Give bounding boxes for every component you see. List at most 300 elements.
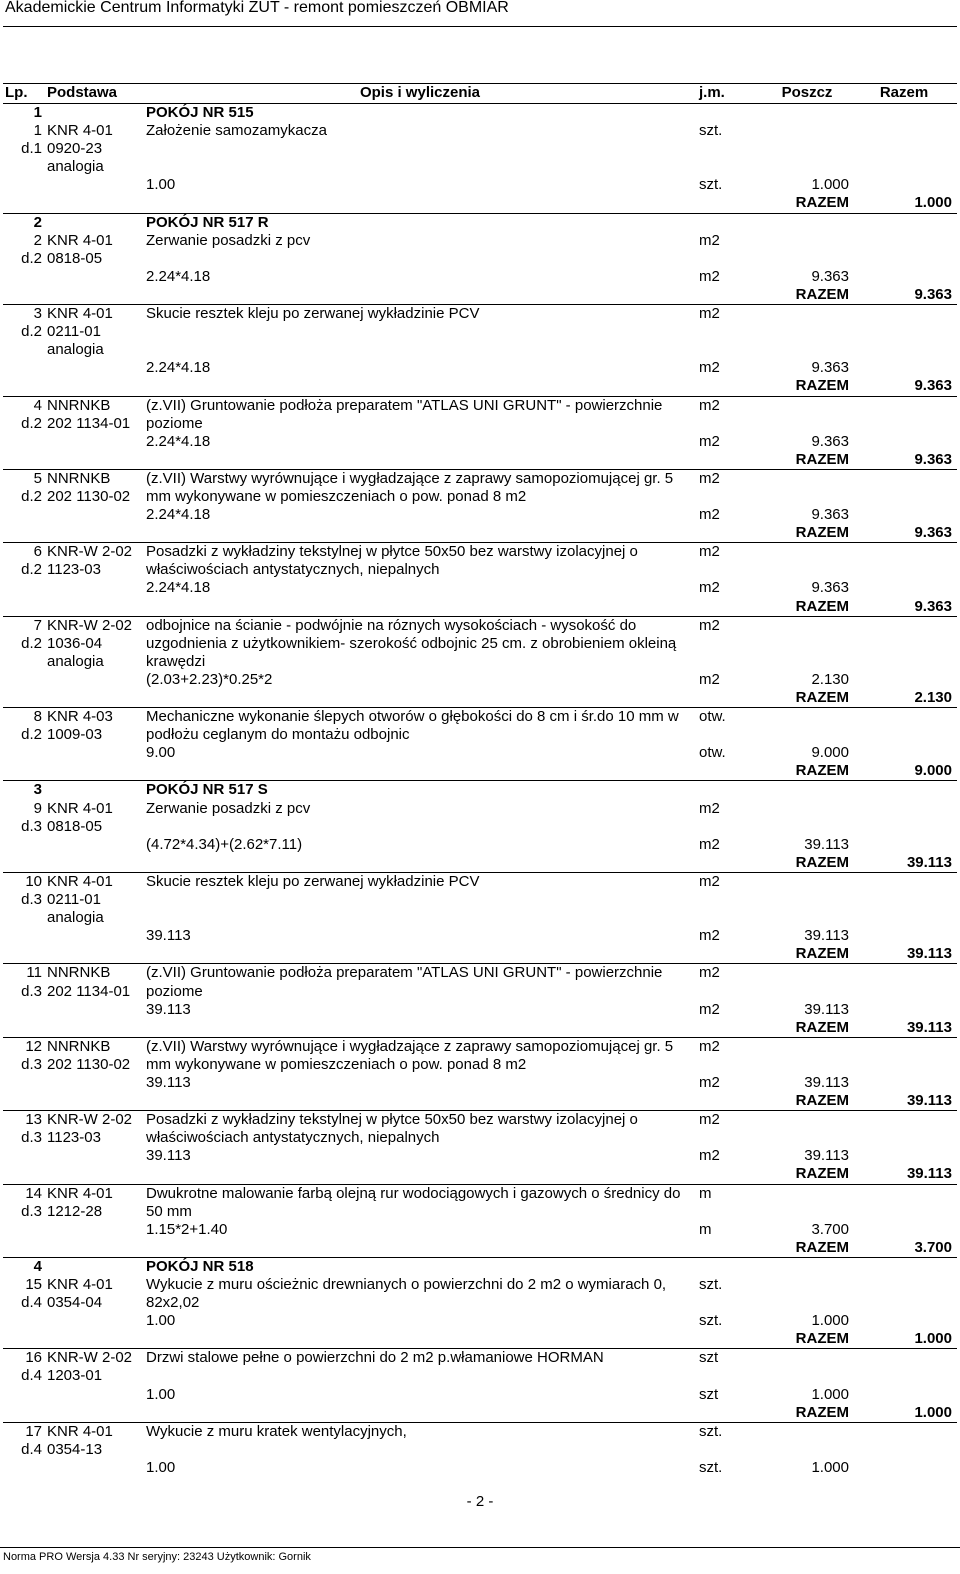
calculation-unit: m2: [699, 432, 720, 450]
position-row: [3, 708, 957, 727]
position-spacer: [852, 927, 957, 945]
position-basis: KNR 4-01: [47, 799, 113, 817]
total-value: 3.700: [852, 1239, 957, 1258]
position-description: Mechaniczne wykonanie ślepych otworów o głębokości do 8 cm i śr.do 10 mm w podłożu ceglanym do montażu odbojnic: [146, 708, 679, 744]
total-label: RAZEM: [763, 689, 852, 708]
position-division: d.2: [21, 634, 42, 652]
position-spacer: [3, 598, 763, 617]
position-number: 12: [25, 1037, 42, 1055]
calculation-value: 9.000: [811, 744, 849, 762]
section-spacer: [45, 213, 144, 232]
calculation-unit: m2: [699, 359, 720, 377]
position-spacer: [763, 158, 852, 176]
position-row: [3, 396, 957, 415]
calculation-expression: 1.15*2+1.40: [146, 1220, 228, 1238]
position-unit: m2: [699, 1037, 720, 1055]
calculation-row: [3, 433, 957, 451]
position-number: 4: [33, 396, 42, 414]
position-basis: KNR 4-01: [47, 305, 113, 323]
position-spacer: [3, 433, 45, 451]
position-spacer: [3, 506, 45, 524]
section-row: [3, 104, 957, 123]
calculation-value: 1.000: [811, 1385, 849, 1403]
calculation-expression: 2.24*4.18: [146, 506, 211, 524]
total-row: [3, 762, 957, 781]
position-spacer: [763, 818, 852, 836]
total-row: [3, 689, 957, 708]
position-spacer: [697, 726, 763, 744]
total-value: 9.363: [852, 286, 957, 305]
total-row: [3, 1092, 957, 1111]
position-basis: KNR 4-01: [47, 1184, 113, 1202]
position-description: (z.VII) Gruntowanie podłoża preparatem "ATLAS UNI GRUNT" - powierzchnie poziome: [146, 396, 663, 432]
position-spacer: [852, 744, 957, 762]
position-division: d.2: [21, 487, 42, 505]
position-number: 16: [25, 1349, 42, 1367]
position-spacer: [763, 616, 852, 635]
position-description: (z.VII) Gruntowanie podłoża preparatem "ATLAS UNI GRUNT" - powierzchnie poziome: [146, 964, 663, 1000]
position-spacer: [3, 359, 45, 377]
position-spacer: [3, 1074, 45, 1092]
calculation-value: 9.363: [811, 506, 849, 524]
total-row: [3, 377, 957, 396]
position-spacer: [3, 653, 45, 671]
position-division: d.3: [21, 1129, 42, 1147]
position-spacer: [763, 1037, 852, 1056]
total-label: RAZEM: [763, 1092, 852, 1111]
total-label: RAZEM: [763, 854, 852, 873]
position-spacer: [697, 158, 763, 176]
total-value: 1.000: [852, 1404, 957, 1423]
position-spacer: [763, 983, 852, 1001]
position-basis: 1123-03: [47, 561, 101, 579]
total-row: [3, 1330, 957, 1349]
section-number: 4: [33, 1257, 42, 1275]
calculation-unit: m2: [699, 1000, 720, 1018]
section-title: POKÓJ NR 515: [144, 104, 957, 123]
total-value: 39.113: [852, 945, 957, 964]
position-spacer: [763, 250, 852, 268]
section-number: 3: [33, 781, 42, 799]
position-spacer: [3, 762, 763, 781]
section-spacer: [45, 1257, 144, 1276]
calculation-value: 39.113: [804, 1000, 849, 1018]
position-spacer: [697, 1129, 763, 1147]
calculation-unit: szt.: [699, 1458, 723, 1476]
position-basis: 0818-05: [47, 817, 103, 835]
position-number: 17: [25, 1422, 42, 1440]
section-spacer: [45, 104, 144, 123]
position-spacer: [3, 1147, 45, 1165]
total-label: RAZEM: [763, 1239, 852, 1258]
position-unit: m2: [699, 616, 720, 634]
position-spacer: [852, 543, 957, 562]
position-spacer: [852, 872, 957, 891]
position-basis: 202 1130-02: [47, 487, 131, 505]
position-unit: szt.: [699, 1276, 723, 1293]
position-spacer: [763, 341, 852, 359]
section-title: POKÓJ NR 517 S: [146, 781, 268, 799]
total-row: [3, 1404, 957, 1423]
position-spacer: [3, 1165, 763, 1184]
position-description: Drzwi stalowe pełne o powierzchni do 2 m2 p.włamaniowe HORMAN: [146, 1349, 604, 1367]
position-spacer: [45, 433, 144, 451]
position-spacer: [852, 579, 957, 597]
position-spacer: [852, 140, 957, 158]
position-spacer: [45, 836, 144, 854]
position-spacer: [697, 561, 763, 579]
position-spacer: [45, 671, 144, 689]
calculation-value: 2.130: [811, 670, 849, 688]
position-spacer: [852, 616, 957, 635]
position-spacer: [852, 122, 957, 140]
calculation-row: [3, 671, 957, 689]
position-number: 10: [25, 872, 42, 890]
position-spacer: [45, 927, 144, 945]
total-label: RAZEM: [763, 524, 852, 543]
section-row: [3, 1257, 957, 1276]
position-spacer: [3, 286, 763, 305]
position-division: d.2: [21, 414, 42, 432]
position-spacer: [763, 396, 852, 415]
cost-table: [3, 83, 957, 1477]
position-spacer: [763, 1129, 852, 1147]
position-division: d.2: [21, 561, 42, 579]
position-spacer: [3, 744, 45, 762]
position-basis: 202 1134-01: [47, 982, 131, 1000]
section-row: [3, 213, 957, 232]
position-basis: KNR-W 2-02: [47, 1111, 133, 1129]
position-row: [3, 1184, 957, 1203]
total-label: RAZEM: [763, 598, 852, 617]
position-spacer: [3, 524, 763, 543]
position-spacer: [697, 415, 763, 433]
position-spacer: [852, 1037, 957, 1056]
calculation-unit: m2: [699, 927, 720, 945]
total-row: [3, 945, 957, 964]
calculation-expression: 2.24*4.18: [146, 432, 211, 450]
position-description: Zerwanie posadzki z pcv: [146, 799, 311, 817]
position-spacer: [3, 1386, 45, 1404]
position-unit: m2: [699, 231, 720, 249]
position-description: Posadzki z wykładziny tekstylnej w płytce 50x50 bez warstwy izolacyjnej o właściwościach antystatycznych, niepalnych: [146, 543, 638, 579]
position-spacer: [3, 1239, 763, 1258]
calculation-unit: m2: [699, 1147, 720, 1165]
position-description: odbojnice na ścianie - podwójnie na róznych wysokościach - wysokość do uzgodnienia z użytkownikiem- szerokość odbojnic 25 cm. z obrobieniem okleiną krawędzi: [146, 616, 677, 670]
col-header-podstawa: Podstawa: [45, 84, 144, 104]
position-spacer: [697, 341, 763, 359]
position-spacer: [763, 635, 852, 653]
position-spacer: [852, 1129, 957, 1147]
position-basis: 0354-04: [47, 1294, 103, 1312]
calculation-unit: m2: [699, 579, 720, 597]
position-number: 6: [33, 543, 42, 561]
position-row: [3, 469, 957, 488]
position-basis: 1203-01: [47, 1367, 103, 1385]
calculation-row: [3, 1147, 957, 1165]
position-basis: KNR 4-01: [47, 1422, 113, 1440]
calculation-value: 3.700: [811, 1220, 849, 1238]
position-basis: 0920-23: [47, 140, 103, 158]
total-row: [3, 286, 957, 305]
position-spacer: [852, 1294, 957, 1312]
calculation-unit: szt.: [699, 176, 723, 194]
position-spacer: [763, 872, 852, 891]
position-spacer: [763, 1184, 852, 1203]
position-spacer: [852, 635, 957, 653]
position-unit: m2: [699, 964, 720, 982]
total-row: [3, 598, 957, 617]
header-divider: [3, 26, 957, 27]
calculation-row: [3, 744, 957, 762]
position-number: 9: [33, 799, 42, 817]
position-number: 2: [33, 231, 42, 249]
position-spacer: [852, 1422, 957, 1441]
position-spacer: [45, 1221, 144, 1239]
position-spacer: [852, 1441, 957, 1459]
position-spacer: [3, 1001, 45, 1019]
position-number: 8: [33, 708, 42, 726]
position-basis: 0354-13: [47, 1440, 103, 1458]
position-spacer: [763, 909, 852, 927]
position-spacer: [852, 250, 957, 268]
position-spacer: [763, 653, 852, 671]
position-spacer: [697, 323, 763, 341]
position-spacer: [697, 250, 763, 268]
position-division: d.4: [21, 1294, 42, 1312]
total-row: [3, 1019, 957, 1038]
position-spacer: [697, 1203, 763, 1221]
position-division: d.1: [21, 140, 42, 158]
calculation-value: 1.000: [811, 1312, 849, 1330]
position-row: [3, 1422, 957, 1441]
calculation-row: [3, 176, 957, 194]
total-label: RAZEM: [763, 194, 852, 213]
footer-text: Norma PRO Wersja 4.33 Nr seryjny: 23243 Użytkownik: Gornik: [3, 1551, 311, 1563]
position-spacer: [697, 1441, 763, 1459]
position-description: Skucie resztek kleju po zerwanej wykładzinie PCV: [146, 305, 480, 323]
position-spacer: [3, 268, 45, 286]
calculation-unit: m2: [699, 1073, 720, 1091]
total-label: RAZEM: [763, 1404, 852, 1423]
position-description: Wykucie z muru kratek wentylacyjnych,: [146, 1422, 407, 1440]
position-basis: NNRNKB: [47, 396, 111, 414]
position-spacer: [3, 1459, 45, 1477]
position-spacer: [3, 451, 763, 470]
position-spacer: [763, 1349, 852, 1368]
position-basis: 0211-01: [47, 323, 101, 341]
position-spacer: [852, 415, 957, 433]
position-spacer: [3, 1019, 763, 1038]
position-row: [3, 305, 957, 324]
page-number: - 2 -: [466, 1493, 494, 1510]
position-spacer: [763, 488, 852, 506]
position-spacer: [852, 359, 957, 377]
position-spacer: [3, 854, 763, 873]
calculation-expression: 39.113: [146, 1073, 191, 1091]
position-spacer: [852, 671, 957, 689]
calculation-expression: 1.00: [146, 1385, 176, 1403]
position-spacer: [697, 140, 763, 158]
position-spacer: [763, 1276, 852, 1294]
position-spacer: [3, 836, 45, 854]
total-value: 1.000: [852, 194, 957, 213]
position-row: [3, 122, 957, 140]
position-basis: analogia: [47, 341, 104, 359]
calculation-unit: m: [699, 1220, 712, 1238]
calculation-row: [3, 579, 957, 597]
total-value: 2.130: [852, 689, 957, 708]
position-division: d.4: [21, 1367, 42, 1385]
position-spacer: [852, 800, 957, 818]
position-spacer: [3, 176, 45, 194]
position-basis: KNR-W 2-02: [47, 543, 133, 561]
total-value: 9.363: [852, 524, 957, 543]
position-basis: NNRNKB: [47, 469, 111, 487]
total-label: RAZEM: [763, 1165, 852, 1184]
position-basis: NNRNKB: [47, 964, 111, 982]
position-row: [3, 1037, 957, 1056]
position-row: [3, 964, 957, 983]
position-spacer: [852, 323, 957, 341]
position-basis: KNR-W 2-02: [47, 616, 133, 634]
position-division: d.3: [21, 891, 42, 909]
position-spacer: [763, 305, 852, 324]
position-spacer: [763, 232, 852, 250]
col-header-opis: Opis i wyliczenia: [144, 84, 697, 104]
total-value: 39.113: [852, 1092, 957, 1111]
position-spacer: [852, 1147, 957, 1165]
position-unit: szt: [699, 1349, 719, 1367]
position-row: [3, 872, 957, 891]
position-basis: NNRNKB: [47, 1037, 111, 1055]
position-basis: 1036-04: [47, 634, 103, 652]
section-number: 1: [3, 104, 45, 123]
col-header-poszcz: Poszcz: [763, 84, 852, 104]
position-spacer: [852, 158, 957, 176]
position-description: (z.VII) Warstwy wyrównujące i wygładzające z zaprawy samopoziomującej gr. 5 mm wykonywane w pomieszczeniach o pow. ponad 8 m2: [146, 1037, 674, 1073]
position-spacer: [763, 1441, 852, 1459]
position-spacer: [763, 726, 852, 744]
document-header-title: Akademickie Centrum Informatyki ZUT - remont pomieszczeń OBMIAR: [5, 0, 509, 16]
position-spacer: [852, 433, 957, 451]
position-unit: m2: [699, 799, 720, 817]
position-basis: KNR-W 2-02: [47, 1349, 133, 1367]
total-row: [3, 1165, 957, 1184]
position-unit: m2: [699, 305, 720, 323]
calculation-expression: 39.113: [146, 1000, 191, 1018]
position-spacer: [3, 341, 45, 359]
position-spacer: [45, 1147, 144, 1165]
position-spacer: [3, 1404, 763, 1423]
total-value: 39.113: [852, 1019, 957, 1038]
position-unit: m2: [699, 872, 720, 890]
calculation-value: 9.363: [811, 267, 849, 285]
position-spacer: [45, 506, 144, 524]
position-row: [3, 1349, 957, 1368]
total-row: [3, 451, 957, 470]
table-body: [3, 104, 957, 1478]
position-unit: szt.: [699, 122, 723, 140]
calculation-row: [3, 836, 957, 854]
calculation-value: 9.363: [811, 579, 849, 597]
calculation-expression: 2.24*4.18: [146, 579, 211, 597]
col-header-razem: Razem: [852, 84, 957, 104]
total-label: RAZEM: [763, 1330, 852, 1349]
total-label: RAZEM: [763, 286, 852, 305]
position-basis: 1009-03: [47, 726, 103, 744]
calculation-value: 9.363: [811, 359, 849, 377]
position-unit: m: [699, 1184, 712, 1202]
position-description: Skucie resztek kleju po zerwanej wykładzinie PCV: [146, 872, 480, 890]
position-spacer: [3, 1312, 45, 1330]
position-spacer: [852, 1074, 957, 1092]
position-spacer: [3, 579, 45, 597]
calculation-row: [3, 268, 957, 286]
total-label: RAZEM: [763, 762, 852, 781]
position-description: Zerwanie posadzki z pcv: [146, 231, 311, 249]
calculation-row: [3, 1386, 957, 1404]
total-label: RAZEM: [763, 1019, 852, 1038]
position-description: Założenie samozamykacza: [146, 122, 327, 140]
position-spacer: [763, 891, 852, 909]
position-description: Wykucie z muru ościeżnic drewnianych o powierzchni do 2 m2 o wymiarach 0, 82x2,02: [146, 1276, 667, 1312]
calculation-row: [3, 1312, 957, 1330]
position-spacer: [852, 1001, 957, 1019]
position-spacer: [697, 818, 763, 836]
total-row: [3, 1239, 957, 1258]
position-spacer: [763, 964, 852, 983]
position-spacer: [3, 909, 45, 927]
calculation-value: 39.113: [804, 927, 849, 945]
position-row: [3, 232, 957, 250]
position-row: [3, 543, 957, 562]
position-spacer: [3, 1330, 763, 1349]
total-value: 1.000: [852, 1330, 957, 1349]
position-spacer: [697, 1056, 763, 1074]
position-spacer: [852, 964, 957, 983]
total-value: 9.000: [852, 762, 957, 781]
position-unit: otw.: [699, 708, 726, 726]
position-spacer: [45, 1074, 144, 1092]
calculation-value: 39.113: [804, 1147, 849, 1165]
position-spacer: [763, 122, 852, 140]
position-spacer: [852, 506, 957, 524]
position-number: 13: [25, 1111, 42, 1129]
calculation-unit: m2: [699, 835, 720, 853]
position-spacer: [852, 1349, 957, 1368]
position-spacer: [852, 1312, 957, 1330]
position-basis: KNR 4-01: [47, 1276, 113, 1293]
col-header-lp: Lp.: [3, 84, 45, 104]
position-spacer: [3, 689, 763, 708]
total-row: [3, 854, 957, 873]
position-basis: 202 1130-02: [47, 1055, 131, 1073]
calculation-row: [3, 1221, 957, 1239]
position-division: d.3: [21, 1055, 42, 1073]
position-spacer: [763, 469, 852, 488]
position-spacer: [3, 671, 45, 689]
position-spacer: [852, 341, 957, 359]
position-spacer: [3, 945, 763, 964]
position-spacer: [763, 1367, 852, 1385]
position-spacer: [852, 305, 957, 324]
calculation-unit: szt: [699, 1385, 719, 1403]
position-spacer: [852, 909, 957, 927]
position-spacer: [45, 744, 144, 762]
position-spacer: [763, 1111, 852, 1130]
position-number: 11: [26, 964, 42, 982]
